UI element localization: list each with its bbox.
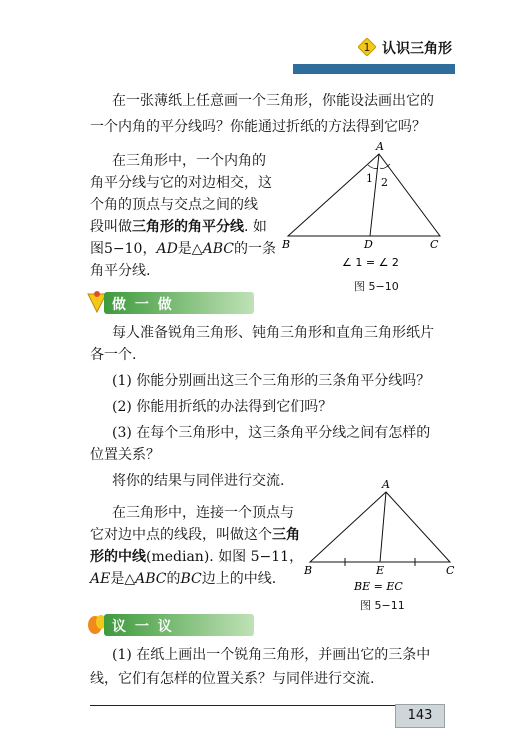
act1-q3-line-2: 位置关系？ — [90, 447, 160, 463]
def2-line-3 — [90, 546, 303, 568]
term-angle-bisector: 三角形的角平分线 — [132, 219, 244, 235]
act2-line-2: 线，它们有怎样的位置关系？与同伴进行交流. — [90, 671, 375, 687]
term-median-a: 三角 — [272, 527, 300, 543]
section-title: 认识三角形 — [382, 41, 452, 57]
caption-5-10: 图 5−10 — [354, 280, 399, 293]
def2-line-1: 在三角形中，连接一个顶点与 — [112, 505, 294, 521]
def2-line-4 — [90, 568, 276, 590]
label-c: C — [430, 238, 439, 251]
triangle-abc — [288, 154, 440, 236]
angle-arc-1 — [368, 165, 378, 169]
act2-line-1: (1) 在纸上画出一个锐角三角形，并画出它的三条中 — [112, 647, 431, 663]
act1-q2: (2) 你能用折纸的办法得到它们吗？ — [112, 399, 333, 415]
def1-line-5-mid: 是△ — [177, 241, 203, 257]
median-ae — [380, 492, 386, 562]
header-band — [293, 64, 455, 74]
label-angle-2: 2 — [381, 176, 388, 189]
relation-2: BE = EC — [354, 580, 403, 593]
def2-line-4-mid: 是△ — [110, 571, 136, 587]
def1-abc: ABC — [202, 241, 234, 257]
act1-q3-line-1: (3) 在每个三角形中，这三条角平分线之间有怎样的 — [112, 425, 431, 441]
label-e: E — [376, 564, 385, 577]
section-number: 1 — [363, 41, 371, 54]
label-b-2: B — [304, 564, 313, 577]
label-angle-1: 1 — [366, 172, 373, 185]
act1-line-1: 每人准备锐角三角形、钝角三角形和直角三角形纸片 — [112, 325, 434, 341]
def1-line-5 — [90, 238, 276, 260]
label-a-2: A — [382, 478, 390, 491]
def1-line-6: 角平分线. — [90, 263, 151, 279]
act1-q1: (1) 你能分别画出这三个三角形的三条角平分线吗？ — [112, 373, 431, 389]
def2-line-2 — [90, 524, 300, 546]
def2-line-4-post: 边上的中线. — [201, 571, 277, 587]
section-number-badge — [358, 38, 376, 56]
activity-do-title: 做 一 做 — [112, 297, 174, 313]
def2-bc: BC — [180, 571, 202, 587]
def1-line-5-post: 的一条 — [233, 241, 276, 257]
label-b: B — [282, 238, 291, 251]
activity-discuss-title: 议 一 议 — [112, 619, 174, 635]
relation-1: ∠ 1 = ∠ 2 — [342, 256, 399, 269]
def2-abc: ABC — [135, 571, 167, 587]
act1-share: 将你的结果与同伴进行交流. — [112, 473, 285, 489]
def2-ae: AE — [90, 571, 111, 587]
def1-ad: AD — [156, 241, 178, 257]
def1-line-1: 在三角形中，一个内角的 — [112, 153, 266, 169]
label-a: A — [376, 140, 384, 153]
intro-line-2: 一个内角的平分线吗？你能通过折纸的方法得到它吗？ — [90, 119, 426, 135]
page-number: 143 — [395, 704, 445, 728]
def1-line-5-pre: 图5−10， — [90, 241, 157, 257]
footer-rule — [90, 705, 395, 706]
def1-line-4-pre: 段叫做 — [90, 219, 132, 235]
label-d: D — [364, 238, 373, 251]
triangle-abc-2 — [310, 492, 450, 562]
label-c-2: C — [446, 564, 455, 577]
def2-line-2-pre: 它对边中点的线段，叫做这个 — [90, 527, 272, 543]
act1-line-2: 各一个. — [90, 347, 137, 363]
figure-5-10 — [280, 140, 455, 280]
section-badge-icon — [358, 38, 376, 56]
intro-line-1: 在一张薄纸上任意画一个三角形，你能设法画出它的 — [112, 93, 434, 109]
figure-5-11 — [300, 478, 460, 598]
def1-line-2: 角平分线与它的对边相交，这 — [90, 175, 272, 191]
def1-line-4-post: . 如 — [244, 219, 267, 235]
def1-line-4 — [90, 216, 267, 238]
bisector-ad — [370, 154, 379, 236]
caption-5-11: 图 5−11 — [360, 599, 405, 612]
def2-line-3-post: (median). 如图 5−11， — [146, 549, 304, 565]
term-median-b: 形的中线 — [90, 549, 146, 565]
def2-line-4-mid2: 的 — [166, 571, 181, 587]
def1-line-3: 个角的顶点与交点之间的线 — [90, 197, 258, 213]
